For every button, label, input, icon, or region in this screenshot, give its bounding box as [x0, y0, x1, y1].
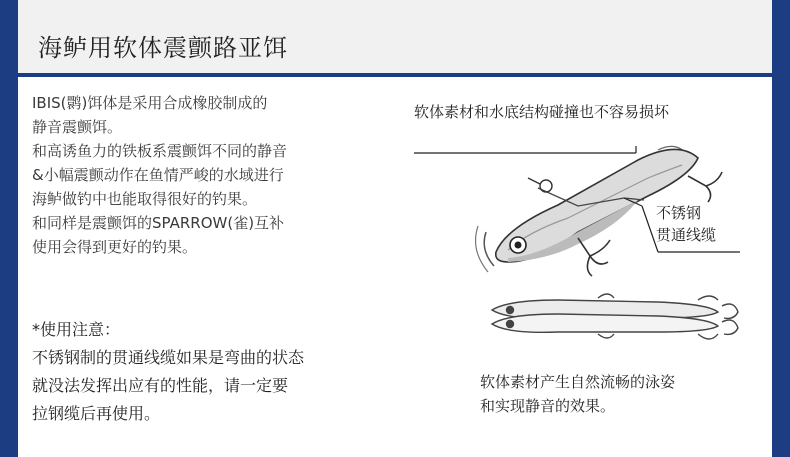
page-title: 海鲈用软体震颤路亚饵	[38, 34, 288, 62]
lure-body-lower	[492, 294, 738, 339]
content-frame	[18, 0, 772, 457]
caption-durability: 软体素材和水底结构碰撞也不容易损坏	[414, 103, 670, 121]
description-line: 使用会得到更好的钓果。	[32, 238, 198, 256]
description-line: 和同样是震颤饵的SPARROW(雀)互补	[32, 214, 285, 232]
note-heading: *使用注意：	[32, 320, 121, 339]
note-line: 就没法发挥出应有的性能，请一定要	[32, 376, 289, 395]
description-line: 海鲈做钓中也能取得很好的钓果。	[32, 190, 258, 208]
note-line: 拉钢缆后再使用。	[32, 404, 161, 423]
description-line: IBIS(鹮)饵体是采用合成橡胶制成的	[32, 94, 268, 112]
wire-label: 不锈钢 贯通线缆	[656, 204, 717, 244]
caption-swimming: 软体素材产生自然流畅的泳姿 和实现静音的效果。	[480, 373, 676, 415]
description-line: 静音震颤饵。	[32, 118, 123, 136]
motion-line	[484, 232, 494, 266]
description-line: &小幅震颤动作在鱼情严峻的水域进行	[32, 166, 284, 184]
description-line: 和高诱鱼力的铁板系震颤饵不同的静音	[32, 142, 288, 160]
note-line: 不锈钢制的贯通线缆如果是弯曲的状态	[32, 348, 305, 367]
